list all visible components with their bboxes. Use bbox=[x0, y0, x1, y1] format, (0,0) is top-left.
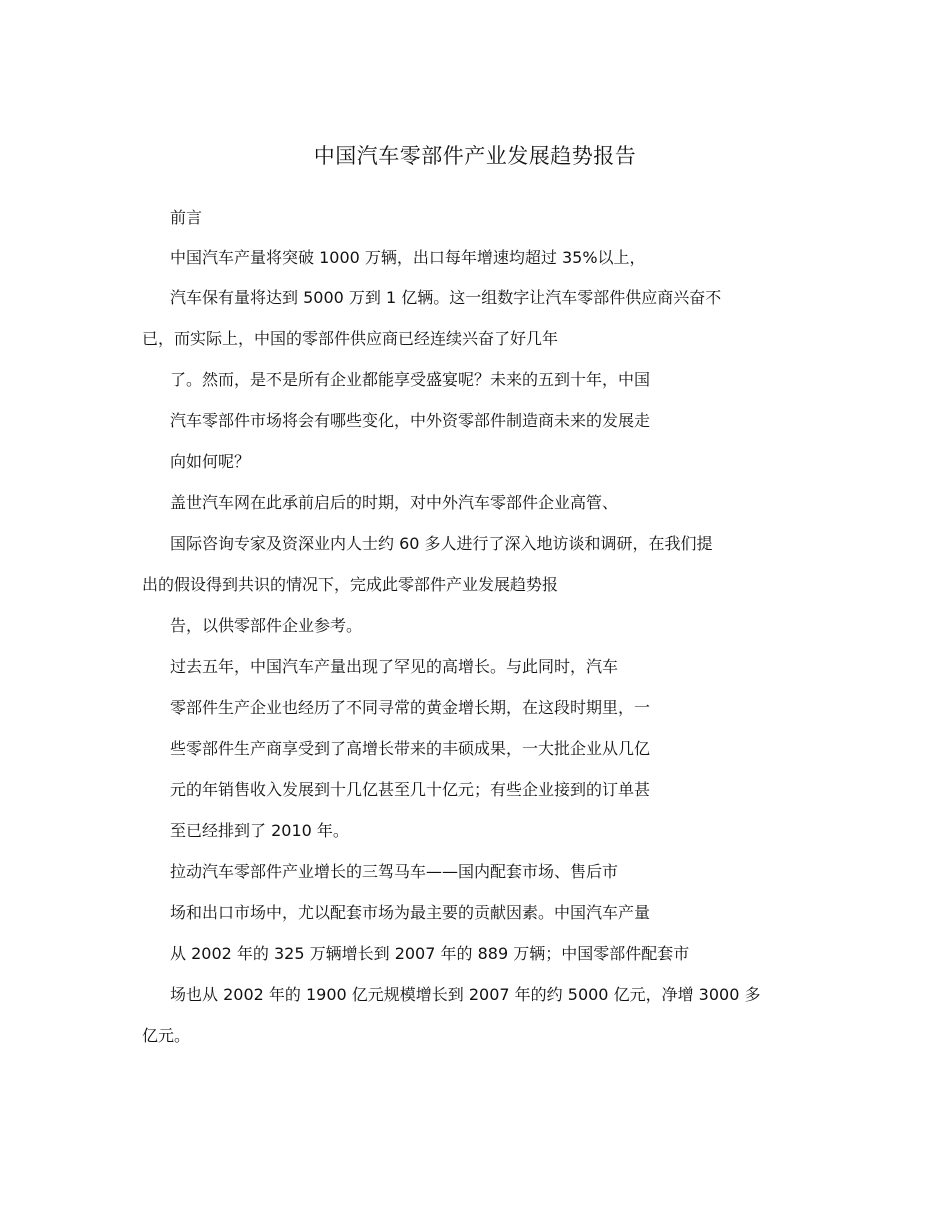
paragraph-line: 零部件生产企业也经历了不同寻常的黄金增长期，在这段时期里，一 bbox=[170, 698, 651, 717]
paragraph-line: 已，而实际上，中国的零部件供应商已经连续兴奋了好几年 bbox=[142, 329, 559, 348]
paragraph-line: 亿元。 bbox=[142, 1026, 191, 1045]
paragraph-line: 前言 bbox=[170, 208, 203, 227]
paragraph-line: 告，以供零部件企业参考。 bbox=[170, 616, 363, 635]
document-title: 中国汽车零部件产业发展趋势报告 bbox=[313, 144, 637, 168]
paragraph-line: 元的年销售收入发展到十几亿甚至几十亿元；有些企业接到的订单甚 bbox=[170, 780, 651, 799]
paragraph-line: 国际咨询专家及资深业内人士约 60 多人进行了深入地访谈和调研，在我们提 bbox=[170, 534, 713, 553]
paragraph-line: 拉动汽车零部件产业增长的三驾马车——国内配套市场、售后市 bbox=[170, 862, 619, 881]
paragraph-line: 了。然而，是不是所有企业都能享受盛宴呢？未来的五到十年，中国 bbox=[170, 370, 651, 389]
paragraph-line: 场也从 2002 年的 1900 亿元规模增长到 2007 年的约 5000 亿元，净增 3000 多 bbox=[170, 985, 761, 1004]
paragraph-line: 过去五年，中国汽车产量出现了罕见的高增长。与此同时，汽车 bbox=[170, 657, 619, 676]
paragraph-line: 汽车零部件市场将会有哪些变化，中外资零部件制造商未来的发展走 bbox=[170, 411, 651, 430]
paragraph-line: 中国汽车产量将突破 1000 万辆，出口每年增速均超过 35%以上， bbox=[170, 248, 646, 267]
paragraph-line: 盖世汽车网在此承前启后的时期，对中外汽车零部件企业高管、 bbox=[170, 493, 619, 512]
paragraph-line: 出的假设得到共识的情况下，完成此零部件产业发展趋势报 bbox=[142, 575, 559, 594]
paragraph-line: 从 2002 年的 325 万辆增长到 2007 年的 889 万辆；中国零部件配套市 bbox=[170, 944, 690, 963]
paragraph-line: 向如何呢？ bbox=[170, 452, 251, 471]
paragraph-line: 至已经排到了 2010 年。 bbox=[170, 821, 349, 840]
paragraph-line: 场和出口市场中，尤以配套市场为最主要的贡献因素。中国汽车产量 bbox=[170, 903, 651, 922]
paragraph-line: 汽车保有量将达到 5000 万到 1 亿辆。这一组数字让汽车零部件供应商兴奋不 bbox=[170, 288, 722, 307]
paragraph-line: 些零部件生产商享受到了高增长带来的丰硕成果，一大批企业从几亿 bbox=[170, 739, 651, 758]
